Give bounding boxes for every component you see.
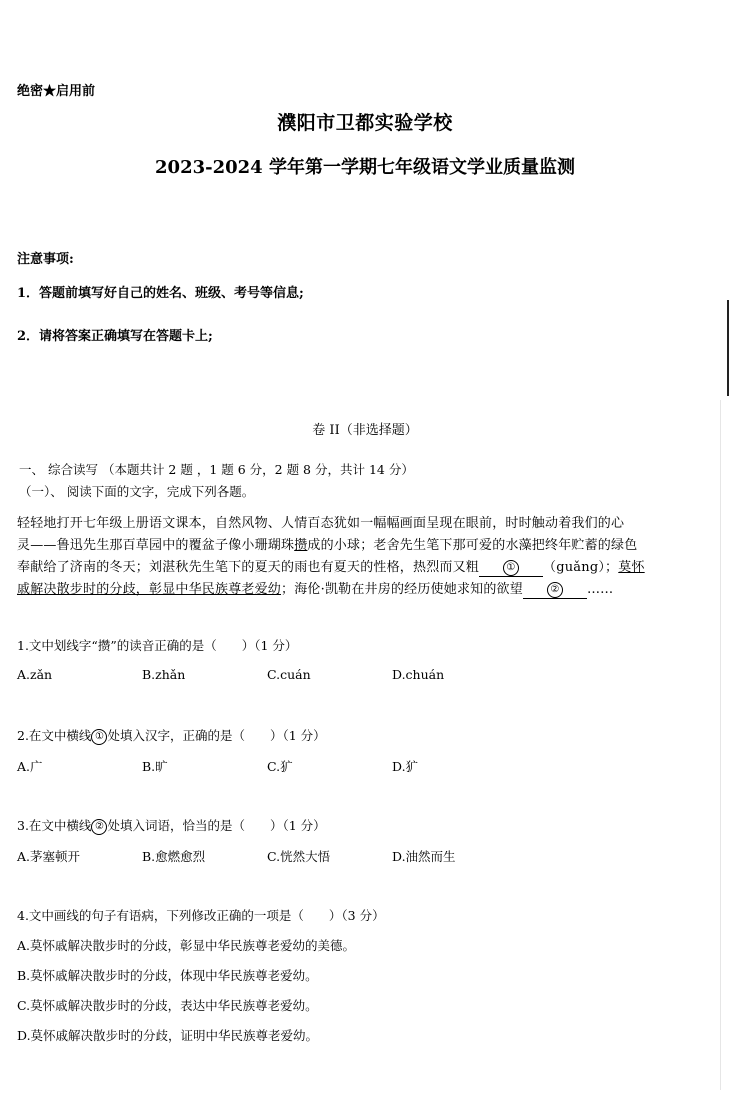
exam-title: 2023-2024 学年第一学期七年级语文学业质量监测 (155, 157, 575, 178)
passage-text: 奉献给了济南的冬天；刘湛秋先生笔下的夏天的雨也有夏天的性格，热烈而又粗 (17, 560, 480, 575)
note-item-1: 1．答题前填写好自己的姓名、班级、考号等信息; (17, 286, 304, 301)
page-edge-line (720, 400, 721, 1090)
q3-option-b[interactable]: B.愈燃愈烈 (142, 849, 206, 864)
secret-label: 绝密★启用前 (17, 84, 96, 99)
question-1-stem: 1.文中划线字“攒”的读音正确的是（ ）（1 分） (17, 638, 298, 653)
passage-line-2 (17, 534, 637, 553)
question-4-stem: 4.文中画线的句子有语病，下列修改正确的一项是（ ）（3 分） (17, 908, 385, 923)
passage-line-1 (17, 512, 624, 531)
q2-stem-b: 处填入汉字，正确的是（ ）（1 分） (107, 728, 326, 743)
passage-text: 轻轻地打开七年级上册语文课本，自然风物、人情百态犹如一幅幅画面呈现在眼前，时时触动着我们的心 (17, 516, 625, 531)
passage-text: 灵——鲁迅先生那百草园中的覆盆子像小珊瑚珠 (17, 538, 295, 553)
q2-circle-mark: ① (91, 729, 107, 745)
passage-text: 成的小球；老舍先生笔下那可爱的水藻把终年贮蓄的绿色 (307, 538, 638, 553)
q1-option-d[interactable]: D.chuán (392, 667, 445, 682)
q3-stem-b: 处填入词语，恰当的是（ ）（1 分） (107, 818, 326, 833)
q1-option-a[interactable]: A.zǎn (17, 667, 53, 682)
q4-option-a[interactable]: A.莫怀戚解决散步时的分歧，彰显中华民族尊老爱幼的美德。 (17, 938, 356, 953)
q4-option-c[interactable]: C.莫怀戚解决散步时的分歧，表达中华民族尊老爱幼。 (17, 998, 318, 1013)
circle-mark-1: ① (503, 560, 519, 576)
blank-2 (523, 582, 587, 599)
q2-option-d[interactable]: D.犷 (392, 759, 419, 774)
passage-text: ；海伦·凯勒在井房的经历使她求知的欲望 (281, 582, 523, 597)
blank-1 (479, 560, 543, 577)
volume-label: 卷 II（非选择题） (312, 423, 418, 438)
question-2-stem (17, 726, 326, 745)
notes-heading: 注意事项: (17, 252, 74, 267)
school-name: 濮阳市卫都实验学校 (277, 112, 453, 134)
q2-option-c[interactable]: C.犷 (267, 759, 293, 774)
q1-option-c[interactable]: C.cuán (267, 667, 311, 682)
q4-option-d[interactable]: D.莫怀戚解决散步时的分歧，证明中华民族尊老爱幼。 (17, 1028, 319, 1043)
underlined-sentence: 戚解决散步时的分歧，彰显中华民族尊老爱幼 (17, 582, 282, 597)
q2-option-b[interactable]: B.旷 (142, 759, 168, 774)
q3-option-a[interactable]: A.茅塞顿开 (17, 849, 81, 864)
passage-line-3 (17, 556, 645, 577)
q3-option-c[interactable]: C.恍然大悟 (267, 849, 331, 864)
q2-stem-a: 2.在文中横线 (17, 728, 92, 743)
scrollbar-thumb[interactable] (727, 300, 729, 396)
q1-option-b[interactable]: B.zhǎn (142, 667, 186, 682)
underlined-sentence-start: 莫怀 (618, 560, 645, 575)
q3-stem-a: 3.在文中横线 (17, 818, 92, 833)
circle-mark-2: ② (547, 582, 563, 598)
question-3-stem (17, 816, 326, 835)
sub-one-heading: （一）、 阅读下面的文字，完成下列各题。 (19, 484, 255, 499)
q3-circle-mark: ② (91, 819, 107, 835)
note-item-2: 2．请将答案正确填写在答题卡上; (17, 329, 213, 344)
underlined-char: 攒 (294, 538, 308, 553)
part-one-heading: 一、 综合读写 （本题共计 2 题 ，1 题 6 分，2 题 8 分，共计 14 分） (19, 462, 414, 477)
q3-option-d[interactable]: D.油然而生 (392, 849, 456, 864)
ellipsis: …… (586, 582, 614, 597)
pinyin-hint: （guǎng）； (543, 560, 619, 575)
q4-option-b[interactable]: B.莫怀戚解决散步时的分歧，体现中华民族尊老爱幼。 (17, 968, 318, 983)
passage-line-4 (17, 578, 613, 599)
q2-option-a[interactable]: A.广 (17, 759, 43, 774)
